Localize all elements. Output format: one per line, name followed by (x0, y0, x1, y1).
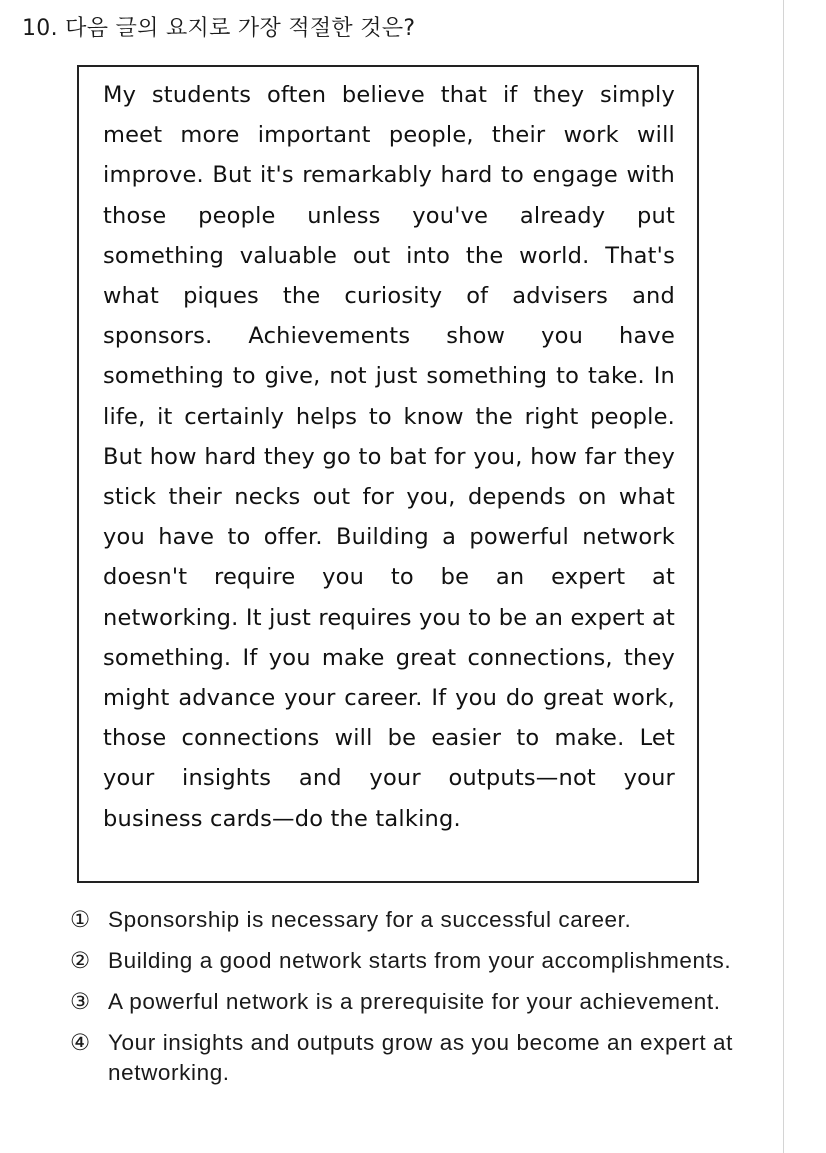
option-1[interactable] (70, 905, 750, 935)
passage-box (77, 65, 699, 883)
column-divider (783, 0, 784, 1153)
option-text: Sponsorship is necessary for a successful career. (108, 907, 632, 932)
option-number: ④ (70, 1030, 91, 1055)
option-number: ② (70, 948, 91, 973)
passage-text: My students often believe that if they simply meet more important people, their work will improve. But it's remarkably hard to engage with those people unless you've already put something valuable out into the world. That's what piques the curiosity of advisers and sponsors. Achievements show you have something to give, not just something to take. In life, it certainly helps to know the right people. But how hard they go to bat for you, how far they stick their necks out for you, depends on what you have to offer. Building a powerful network doesn't require you to be an expert at networking. It just requires you to be an expert at something. If you make great connections, they might advance your career. If you do great work, those connections will be easier to make. Let your insights and your outputs—not your business cards—do the talking. (103, 82, 675, 832)
option-text: A powerful network is a prerequisite for your achievement. (108, 989, 721, 1014)
question-prompt: 10. 다음 글의 요지로 가장 적절한 것은? (22, 16, 416, 41)
option-number: ③ (70, 989, 91, 1014)
option-4[interactable] (70, 1028, 750, 1088)
option-text: Building a good network starts from your accomplishments. (108, 948, 732, 973)
option-2[interactable] (70, 946, 750, 976)
answer-options (70, 905, 750, 1099)
option-number: ① (70, 907, 91, 932)
option-text: Your insights and outputs grow as you become an expert at networking. (108, 1030, 733, 1085)
option-3[interactable] (70, 987, 750, 1017)
